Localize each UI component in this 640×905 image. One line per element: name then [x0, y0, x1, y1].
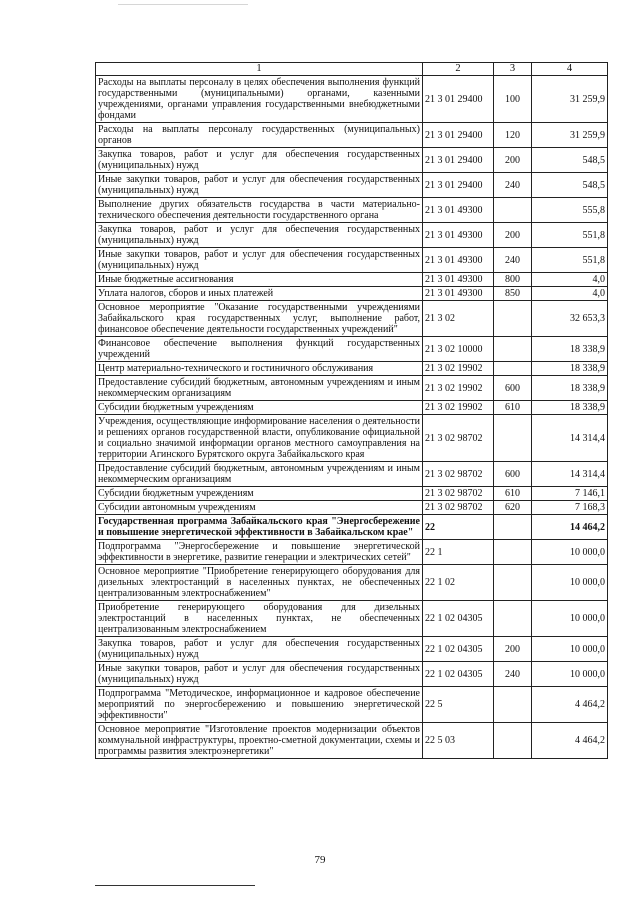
row-amount: 18 338,9: [532, 337, 608, 362]
row-code: 22 5 03: [423, 723, 494, 759]
table-row: [96, 515, 608, 540]
row-code: 21 3 01 49300: [423, 248, 494, 273]
row-name: Субсидии автономным учреждениям: [96, 501, 423, 515]
row-amount: 551,8: [532, 248, 608, 273]
row-code: 21 3 02 19902: [423, 362, 494, 376]
table-row: [96, 273, 608, 287]
row-amount: 4 464,2: [532, 723, 608, 759]
row-name: Иные бюджетные ассигнования: [96, 273, 423, 287]
table-row: [96, 362, 608, 376]
table-row: [96, 540, 608, 565]
row-code: 21 3 01 49300: [423, 273, 494, 287]
row-name: Основное мероприятие "Изготовление проектов модернизации объектов коммунальной инфраструктуры, проектно-сметной документации, схемы и программы развития электроэнергетики": [96, 723, 423, 759]
row-name: Финансовое обеспечение выполнения функций государственных учреждений: [96, 337, 423, 362]
row-amount: 555,8: [532, 198, 608, 223]
row-type: 610: [494, 487, 532, 501]
row-code: 22: [423, 515, 494, 540]
row-name: Основное мероприятие "Приобретение генерирующего оборудования для дизельных электростанций в населенных пунктах, не обеспеченных централизованным электроснабжением": [96, 565, 423, 601]
row-name: Государственная программа Забайкальского края "Энергосбережение и повышение энергетической эффективности в Забайкальском крае": [96, 515, 423, 540]
row-code: 21 3 01 29400: [423, 123, 494, 148]
row-name: Учреждения, осуществляющие информирование населения о деятельности и решениях органов государственной власти, опубликование официальной и социально значимой информации органов местного самоуправления на территории Агинского Бурятского округа Забайкальского края: [96, 415, 423, 462]
row-name: Уплата налогов, сборов и иных платежей: [96, 287, 423, 301]
row-amount: 10 000,0: [532, 637, 608, 662]
row-amount: 10 000,0: [532, 540, 608, 565]
header-col-2: 2: [423, 63, 494, 76]
row-amount: 14 314,4: [532, 462, 608, 487]
scan-artifact-line: [118, 4, 248, 5]
row-name: Подпрограмма "Энергосбережение и повышение энергетической эффективности в энергетике, развитие генерации и электрических сетей": [96, 540, 423, 565]
table-row: [96, 662, 608, 687]
budget-table: [95, 62, 608, 759]
row-amount: 7 146,1: [532, 487, 608, 501]
row-amount: 10 000,0: [532, 662, 608, 687]
row-type: [494, 362, 532, 376]
row-amount: 4,0: [532, 287, 608, 301]
row-type: [494, 301, 532, 337]
row-name: Иные закупки товаров, работ и услуг для обеспечения государственных (муниципальных) нужд: [96, 173, 423, 198]
row-code: 21 3 01 49300: [423, 223, 494, 248]
row-name: Приобретение генерирующего оборудования для дизельных электростанций в населенных пунктах, не обеспеченных централизованным электроснабжением: [96, 601, 423, 637]
row-code: 21 3 02 10000: [423, 337, 494, 362]
row-code: 21 3 02 98702: [423, 415, 494, 462]
row-type: [494, 198, 532, 223]
header-col-4: 4: [532, 63, 608, 76]
row-code: 21 3 01 29400: [423, 76, 494, 123]
table-row: [96, 248, 608, 273]
row-code: 22 1: [423, 540, 494, 565]
row-type: 850: [494, 287, 532, 301]
table-row: [96, 173, 608, 198]
table-row: [96, 148, 608, 173]
table-row: [96, 462, 608, 487]
row-name: Закупка товаров, работ и услуг для обеспечения государственных (муниципальных) нужд: [96, 637, 423, 662]
row-type: 800: [494, 273, 532, 287]
row-type: [494, 337, 532, 362]
table-row: [96, 637, 608, 662]
row-name: Иные закупки товаров, работ и услуг для обеспечения государственных (муниципальных) нужд: [96, 662, 423, 687]
row-code: 21 3 02 98702: [423, 501, 494, 515]
table-row: [96, 415, 608, 462]
row-code: 21 3 02: [423, 301, 494, 337]
table-row: [96, 487, 608, 501]
row-code: 22 5: [423, 687, 494, 723]
table-row: [96, 687, 608, 723]
row-amount: 548,5: [532, 173, 608, 198]
row-code: 22 1 02: [423, 565, 494, 601]
row-type: 600: [494, 376, 532, 401]
row-type: [494, 565, 532, 601]
table-row: [96, 198, 608, 223]
row-name: Расходы на выплаты персоналу государственных (муниципальных) органов: [96, 123, 423, 148]
table-row: [96, 301, 608, 337]
row-amount: 18 338,9: [532, 401, 608, 415]
header-col-3: 3: [494, 63, 532, 76]
row-type: 240: [494, 173, 532, 198]
table-row: [96, 501, 608, 515]
row-code: 21 3 02 19902: [423, 376, 494, 401]
row-name: Подпрограмма "Методическое, информационное и кадровое обеспечение мероприятий по энергосбережению и повышению энергетической эффективности": [96, 687, 423, 723]
table-row: [96, 287, 608, 301]
row-code: 21 3 01 49300: [423, 287, 494, 301]
row-name: Центр материально-технического и гостиничного обслуживания: [96, 362, 423, 376]
row-amount: 31 259,9: [532, 123, 608, 148]
row-name: Закупка товаров, работ и услуг для обеспечения государственных (муниципальных) нужд: [96, 223, 423, 248]
row-name: Выполнение других обязательств государства в части материально-технического обеспечения деятельности государственного органа: [96, 198, 423, 223]
row-type: [494, 687, 532, 723]
row-code: 21 3 01 49300: [423, 198, 494, 223]
row-amount: 31 259,9: [532, 76, 608, 123]
row-amount: 551,8: [532, 223, 608, 248]
table-row: [96, 223, 608, 248]
header-col-1: 1: [96, 63, 423, 76]
table-row: [96, 565, 608, 601]
row-amount: 10 000,0: [532, 565, 608, 601]
row-amount: 10 000,0: [532, 601, 608, 637]
row-name: Субсидии бюджетным учреждениям: [96, 401, 423, 415]
row-amount: 548,5: [532, 148, 608, 173]
row-type: 120: [494, 123, 532, 148]
table-row: [96, 376, 608, 401]
row-type: 600: [494, 462, 532, 487]
row-amount: 7 168,3: [532, 501, 608, 515]
table-row: [96, 601, 608, 637]
row-code: 21 3 02 19902: [423, 401, 494, 415]
row-type: [494, 723, 532, 759]
row-amount: 14 464,2: [532, 515, 608, 540]
row-code: 21 3 01 29400: [423, 173, 494, 198]
row-type: [494, 601, 532, 637]
row-code: 22 1 02 04305: [423, 662, 494, 687]
row-name: Субсидии бюджетным учреждениям: [96, 487, 423, 501]
row-code: 22 1 02 04305: [423, 637, 494, 662]
page-number: 79: [314, 854, 326, 866]
row-amount: 18 338,9: [532, 376, 608, 401]
row-name: Предоставление субсидий бюджетным, автономным учреждениям и иным некоммерческим организациям: [96, 462, 423, 487]
row-amount: 14 314,4: [532, 415, 608, 462]
row-code: 22 1 02 04305: [423, 601, 494, 637]
table-row: [96, 76, 608, 123]
row-type: 200: [494, 637, 532, 662]
row-type: 100: [494, 76, 532, 123]
row-type: 620: [494, 501, 532, 515]
table-row: [96, 401, 608, 415]
row-type: [494, 515, 532, 540]
footer-divider: [95, 885, 255, 886]
row-name: Закупка товаров, работ и услуг для обеспечения государственных (муниципальных) нужд: [96, 148, 423, 173]
row-code: 21 3 02 98702: [423, 487, 494, 501]
row-amount: 18 338,9: [532, 362, 608, 376]
row-name: Предоставление субсидий бюджетным, автономным учреждениям и иным некоммерческим организациям: [96, 376, 423, 401]
row-amount: 4,0: [532, 273, 608, 287]
row-type: 200: [494, 223, 532, 248]
row-type: [494, 415, 532, 462]
row-type: 240: [494, 662, 532, 687]
table-row: [96, 123, 608, 148]
row-amount: 32 653,3: [532, 301, 608, 337]
row-amount: 4 464,2: [532, 687, 608, 723]
row-type: 240: [494, 248, 532, 273]
row-type: 610: [494, 401, 532, 415]
table-header-row: [96, 63, 608, 76]
row-type: 200: [494, 148, 532, 173]
row-code: 21 3 02 98702: [423, 462, 494, 487]
table-row: [96, 337, 608, 362]
row-name: Иные закупки товаров, работ и услуг для обеспечения государственных (муниципальных) нужд: [96, 248, 423, 273]
row-code: 21 3 01 29400: [423, 148, 494, 173]
table-row: [96, 723, 608, 759]
row-name: Расходы на выплаты персоналу в целях обеспечения выполнения функций государственными (муниципальными) органами, казенными учреждениями, органами управления государственными внебюджетными фондами: [96, 76, 423, 123]
row-name: Основное мероприятие "Оказание государственными учреждениями Забайкальского края государственных услуг, выполнение работ, финансовое обеспечение деятельности государственных учреждений": [96, 301, 423, 337]
row-type: [494, 540, 532, 565]
